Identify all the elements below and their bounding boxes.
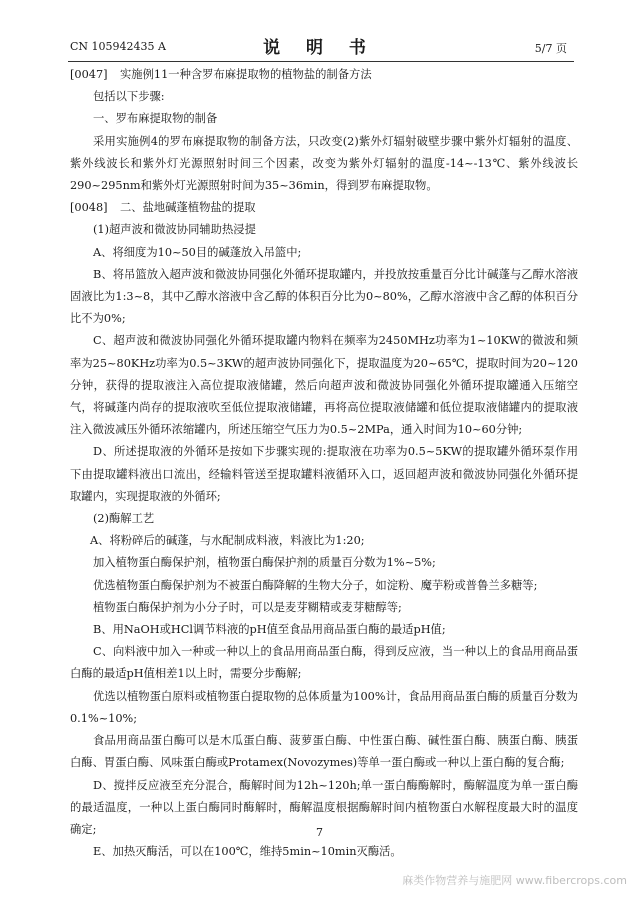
paragraph-text: 植物蛋白酶保护剂为小分子时，可以是麦芽糊精或麦芽糖醇等;	[93, 600, 402, 614]
page-reference: 5/7 页	[534, 42, 567, 55]
paragraph	[70, 841, 578, 863]
paragraph-text: B、将吊篮放入超声波和微波协同强化外循环提取罐内，并投放按重量百分比计碱蓬与乙醇水溶液固液比为1:3~8，其中乙醇水溶液中含乙醇的体积百分比为0~80%，乙醇水溶液中含乙醇的体积百分比不为0%;	[70, 267, 578, 326]
paragraph-tag: [0048]	[70, 201, 108, 215]
paragraph	[70, 730, 578, 774]
document-title: 说 明 书	[263, 38, 376, 58]
paragraph	[70, 64, 578, 86]
paragraph	[70, 86, 578, 108]
paragraph-tag: [0047]	[70, 68, 108, 81]
paragraph	[70, 264, 578, 331]
paragraph-text: 采用实施例4的罗布麻提取物的制备方法，只改变(2)紫外灯辐射破壁步骤中紫外灯辐射的温度、紫外线波长和紫外灯光源照射时间三个因素，改变为紫外灯辐射的温度-14~-13℃、紫外线波长290~295nm和紫外灯光源照射时间为35~36min，得到罗布麻提取物。	[70, 134, 578, 193]
paragraph-text: (1)超声波和微波协同辅助热浸提	[93, 223, 256, 237]
paragraph-text: 实施例11一种含罗布麻提取物的植物盐的制备方法	[120, 68, 372, 81]
patent-number: CN 105942435 A	[70, 40, 166, 53]
paragraph	[70, 619, 578, 641]
paragraph-text: 优选植物蛋白酶保护剂为不被蛋白酶降解的生物大分子，如淀粉、魔芋粉或普鲁兰多糖等;	[93, 578, 538, 592]
watermark: 麻类作物营养与施肥网 www.fibercrops.com	[402, 874, 627, 887]
paragraph-text: 加入植物蛋白酶保护剂，植物蛋白酶保护剂的质量百分数为1%~5%;	[93, 556, 436, 570]
paragraph-text: 一、罗布麻提取物的制备	[93, 112, 218, 126]
paragraph	[70, 131, 578, 198]
document-body	[70, 64, 578, 863]
paragraph	[70, 242, 578, 264]
paragraph	[70, 441, 578, 508]
page-number: 7	[316, 826, 323, 839]
paragraph-text: 二、盐地碱蓬植物盐的提取	[120, 201, 256, 215]
paragraph	[70, 641, 578, 685]
paragraph-text: B、用NaOH或HCl调节料液的pH值至食品用商品蛋白酶的最适pH值;	[93, 623, 446, 637]
paragraph-text: A、将细度为10~50目的碱蓬放入吊篮中;	[93, 245, 302, 259]
paragraph-text: 优选以植物蛋白原料或植物蛋白提取物的总体质量为100%计，食品用商品蛋白酶的质量百分数为0.1%~10%;	[70, 689, 578, 725]
paragraph	[70, 686, 578, 730]
paragraph	[70, 575, 578, 597]
paragraph	[70, 508, 578, 530]
paragraph-text: 包括以下步骤:	[93, 90, 165, 104]
header-divider	[68, 61, 574, 62]
paragraph	[70, 108, 578, 130]
paragraph	[70, 530, 578, 552]
paragraph	[70, 330, 578, 441]
paragraph-text: C、超声波和微波协同强化外循环提取罐内物料在频率为2450MHz功率为1~10KW的微波和频率为25~80KHz功率为0.5~3KW的超声波协同强化下，提取温度为20~65℃，提取时间为20~120分钟，获得的提取液注入高位提取液储罐，然后向超声波和微波协同强化外循环提取罐通入压缩空气，将碱蓬内尚存的提取液吹至低位提取液储罐，再将高位提取液储罐和低位提取液储罐内的提取液注入微波减压外循环浓缩罐内，所述压缩空气压力为0.5~2MPa，通入时间为10~60分钟;	[70, 334, 578, 437]
paragraph	[70, 552, 578, 574]
paragraph-text: D、所述提取液的外循环是按如下步骤实现的:提取液在功率为0.5~5KW的提取罐外循环泵作用下由提取罐料液出口流出，经输料管送至提取罐料液循环入口，返回超声波和微波协同强化外循环提取罐内，实现提取液的外循环;	[70, 445, 578, 503]
paragraph	[70, 197, 578, 219]
paragraph	[70, 597, 578, 619]
paragraph-text: A、将粉碎后的碱蓬，与水配制成料液，料液比为1:20;	[90, 534, 365, 548]
paragraph-text: D、搅拌反应液至充分混合，酶解时间为12h~120h;单一蛋白酶酶解时，酶解温度为单一蛋白酶的最适温度，一种以上蛋白酶同时酶解时，酶解温度根据酶解时间内植物蛋白水解程度最大时的温度确定;	[70, 778, 578, 836]
paragraph-text: 食品用商品蛋白酶可以是木瓜蛋白酶、菠萝蛋白酶、中性蛋白酶、碱性蛋白酶、胰蛋白酶、胰蛋白酶、胃蛋白酶、风味蛋白酶或Protamex(Novozymes)等单一蛋白酶或一种以上蛋白酶的复合酶;	[70, 734, 578, 770]
paragraph-text: C、向料液中加入一种或一种以上的食品用商品蛋白酶，得到反应液，当一种以上的食品用商品蛋白酶的最适pH值相差1以上时，需要分步酶解;	[70, 645, 578, 681]
paragraph-text: (2)酶解工艺	[93, 512, 155, 526]
paragraph	[70, 219, 578, 241]
paragraph-text: E、加热灭酶活，可以在100℃，维持5min~10min灭酶活。	[93, 845, 402, 859]
